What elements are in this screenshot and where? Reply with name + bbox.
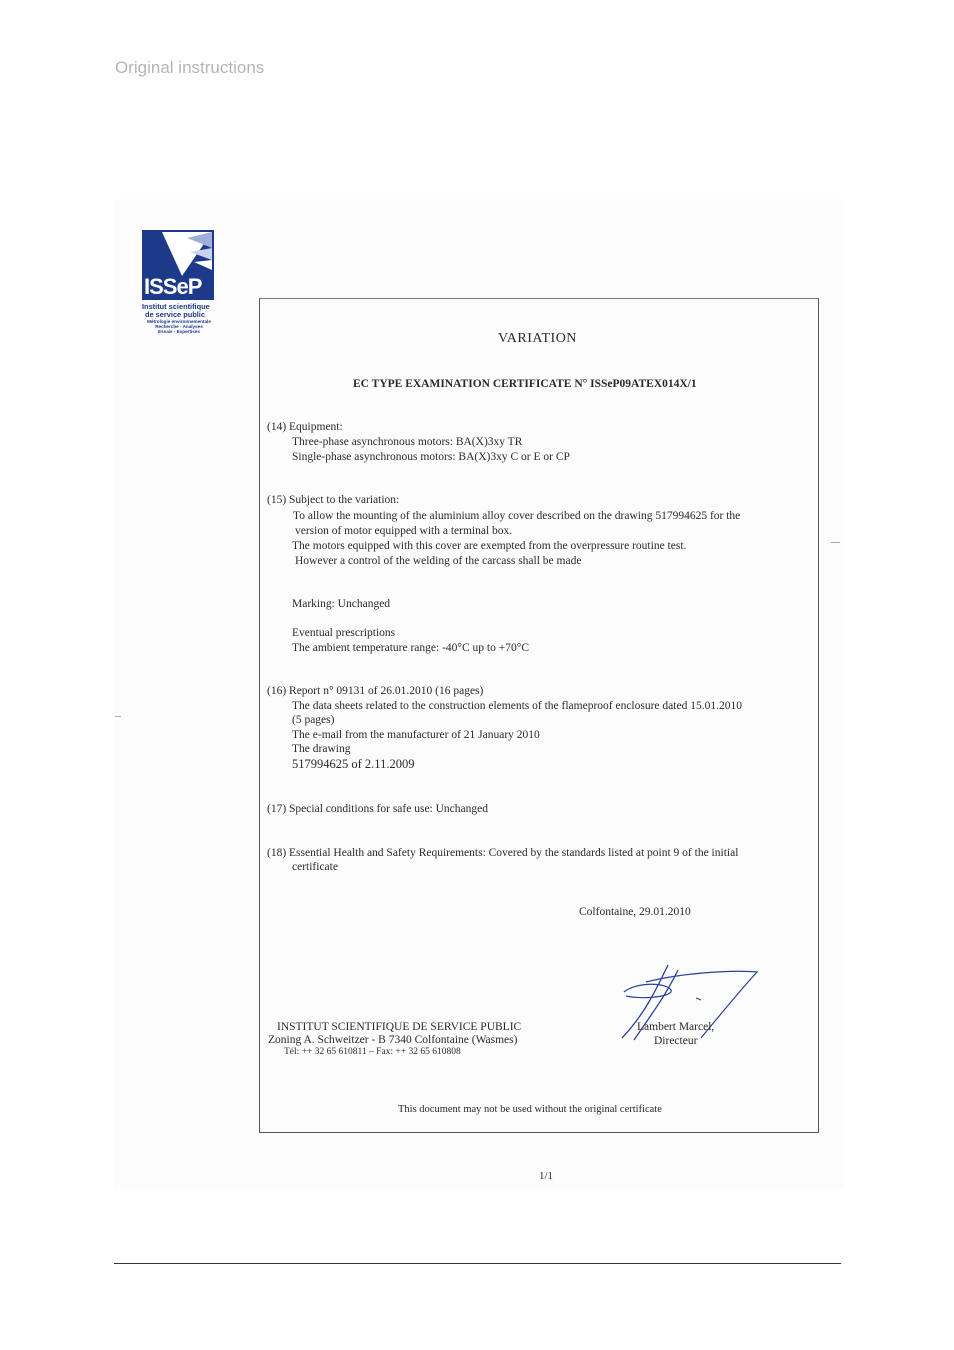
place-date: Colfontaine, 29.01.2010 (579, 906, 691, 918)
section-17: (17) Special conditions for safe use: Unchanged (267, 803, 488, 815)
prescriptions-heading: Eventual prescriptions (292, 627, 396, 639)
issep-logo (142, 230, 214, 338)
address-line-3: Tél: ++ 32 65 610811 – Fax: ++ 32 65 610808 (284, 1047, 461, 1057)
marking-line: Marking: Unchanged (292, 598, 391, 610)
temperature-range: The ambient temperature range: -40°C up to +70°C (292, 642, 529, 654)
signatory-name: Lambert Marcel, (637, 1021, 715, 1033)
logo-line-5: Essais - Expertises (158, 329, 200, 334)
address-line-2: Zoning A. Schweitzer - B 7340 Colfontaine (Wasmes) (268, 1034, 518, 1046)
section-14-heading: (14) Equipment: (267, 421, 343, 433)
logo-subtitle (143, 319, 215, 334)
logo-line-4: Recherche - Analyses (155, 324, 203, 329)
signatory-role: Directeur (654, 1035, 698, 1047)
logo-mark (142, 230, 214, 300)
section-16-line-1: The data sheets related to the construction elements of the flameproof enclosure dated 15.01.2010 (292, 700, 742, 712)
logo-line-3: Métrologie environnementale (147, 319, 211, 324)
address-line-1: INSTITUT SCIENTIFIQUE DE SERVICE PUBLIC (277, 1021, 522, 1033)
footer-note: This document may not be used without the original certificate (398, 1104, 662, 1115)
section-18-line-2: certificate (292, 861, 338, 873)
bottom-rule (114, 1263, 841, 1264)
logo-wordmark: ISSeP (144, 274, 202, 299)
section-16-line-3: The e-mail from the manufacturer of 21 January 2010 (292, 729, 540, 741)
section-16-line-4: The drawing (292, 743, 351, 755)
section-16-line-2: (5 pages) (292, 714, 335, 726)
section-15-line-1: To allow the mounting of the aluminium alloy cover described on the drawing 517994625 for the (293, 510, 741, 522)
scan-mark (831, 542, 840, 543)
logo-line-1: Institut scientifique (142, 302, 210, 311)
section-15-line-3: The motors equipped with this cover are exempted from the overpressure routine test. (292, 540, 687, 552)
section-15-heading: (15) Subject to the variation: (267, 494, 400, 506)
section-15-line-2: version of motor equipped with a terminal box. (295, 525, 513, 537)
section-16-line-5: 517994625 of 2.11.2009 (292, 757, 415, 771)
section-16-heading: (16) Report n° 09131 of 26.01.2010 (16 pages) (267, 685, 484, 697)
scan-mark (115, 716, 121, 717)
certificate-number: EC TYPE EXAMINATION CERTIFICATE N° ISSeP09ATEX014X/1 (353, 378, 697, 390)
section-14-line-1: Three-phase asynchronous motors: BA(X)3xy TR (292, 436, 523, 448)
section-18-line-1: (18) Essential Health and Safety Requirements: Covered by the standards listed at point 9 of the initial (267, 847, 739, 859)
page-number: 1/1 (539, 1170, 554, 1182)
section-14-line-2: Single-phase asynchronous motors: BA(X)3xy C or E or CP (292, 451, 570, 463)
section-15-line-4: However a control of the welding of the carcass shall be made (295, 555, 582, 567)
logo-line-2: de service public (145, 310, 205, 319)
header-note: Original instructions (115, 58, 265, 77)
certificate-title: VARIATION (498, 331, 577, 346)
